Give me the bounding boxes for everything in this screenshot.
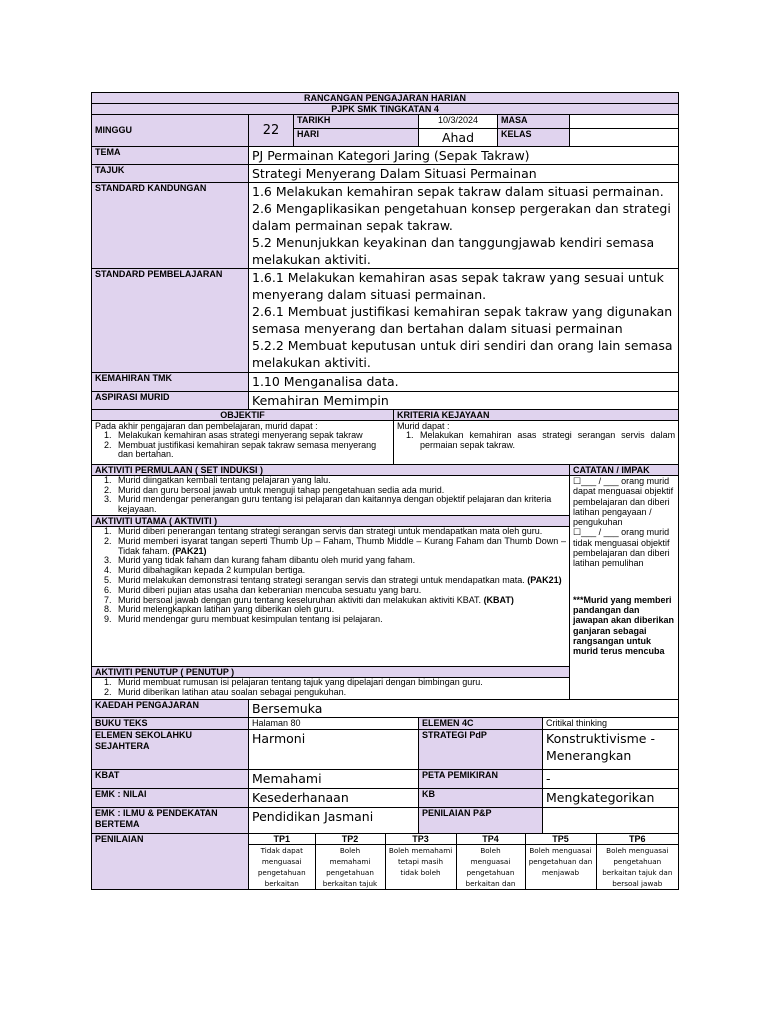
elemen-sekolah-value: Harmoni (249, 730, 419, 770)
catatan-note: ***Murid yang memberi pandangan dan jawapan akan diberikan ganjaran sebagai rangsangan untuk murid terus mencuba (573, 594, 675, 657)
plan-subtitle: PJPK SMK TINGKATAN 4 (92, 104, 679, 115)
emk-nilai-label: EMK : NILAI (92, 789, 249, 808)
tp4-desc: Boleh menguasai pengetahuan berkaitan dan (456, 845, 525, 890)
tp6-header: TP6 (596, 834, 678, 845)
hari-label: HARI (294, 129, 419, 147)
kriteria-label: KRITERIA KEJAYAAN (394, 410, 679, 421)
peta-pemikiran-label: PETA PEMIKIRAN (419, 770, 543, 789)
penilaian-pnp-value (543, 808, 679, 834)
standard-pembelajaran-label: STANDARD PEMBELAJARAN (92, 269, 249, 373)
tp2-header: TP2 (315, 834, 385, 845)
objektif-item: 2. Membuat justifikasi kemahiran sepak takraw semasa menyerang dan bertahan. (114, 441, 390, 460)
tp3-header: TP3 (385, 834, 456, 845)
kelas-value (570, 129, 679, 147)
kriteria-content (394, 421, 679, 465)
strategi-pdp-value: Konstruktivisme - Menerangkan (543, 730, 679, 770)
minggu-value: 22 (249, 115, 294, 147)
kemahiran-tmk-value: 1.10 Menganalisa data. (249, 373, 679, 392)
elemen-4c-label: ELEMEN 4C (419, 718, 543, 730)
sp-line: 5.2.2 Membuat keputusan untuk diri sendiri dan orang lain semasa melakukan aktiviti. (252, 338, 673, 370)
utama-item: 3. Murid yang tidak faham dan kurang faham dibantu oleh murid yang faham. (114, 556, 566, 566)
penilaian-label: PENILAIAN (92, 834, 249, 890)
buku-teks-value: Halaman 80 (249, 718, 419, 730)
tajuk-value: Strategi Menyerang Dalam Situasi Permainan (249, 165, 679, 183)
tema-label: TEMA (92, 147, 249, 165)
minggu-label: MINGGU (92, 115, 249, 147)
elemen-4c-value: Critikal thinking (543, 718, 679, 730)
tarikh-value: 10/3/2024 (419, 115, 498, 129)
aspirasi-murid-value: Kemahiran Memimpin (249, 392, 679, 410)
emk-ilmu-label: EMK : ILMU & PENDEKATAN BERTEMA (92, 808, 249, 834)
tema-value: PJ Permainan Kategori Jaring (Sepak Takraw) (249, 147, 679, 165)
strategi-pdp-label: STRATEGI PdP (419, 730, 543, 770)
kemahiran-tmk-label: KEMAHIRAN TMK (92, 373, 249, 392)
utama-item: 8. Murid melengkapkan latihan yang diberikan oleh guru. (114, 605, 566, 615)
elemen-sekolah-label: ELEMEN SEKOLAHKU SEJAHTERA (92, 730, 249, 770)
tp5-desc: Boleh menguasai pengetahuan dan menjawab (525, 845, 596, 890)
permulaan-item: 1. Murid diingatkan kembali tentang pelajaran yang lalu. (114, 476, 566, 486)
aktiviti-utama-label: AKTIVITI UTAMA ( AKTIVITI ) (92, 516, 570, 527)
pak21-tag: (PAK21) (172, 545, 207, 556)
permulaan-item: 2. Murid dan guru bersoal jawab untuk menguji tahap pengetahuan sedia ada murid. (114, 486, 566, 496)
permulaan-item: 3. Murid mendengar penerangan guru tentang isi pelajaran dan kaitannya dengan objektif pelajaran dan kriteria kejayaan. (114, 495, 566, 514)
aktiviti-penutup-content (92, 678, 570, 700)
catatan-content (570, 476, 679, 700)
tp4-header: TP4 (456, 834, 525, 845)
emk-nilai-value: Kesederhanaan (249, 789, 419, 808)
kbat-tag: (KBAT) (483, 594, 514, 605)
penutup-item: 1. Murid membuat rumusan isi pelajaran tentang tajuk yang dipelajari dengan bimbingan guru. (114, 678, 566, 688)
tp6-desc: Boleh menguasai pengetahuan berkaitan tajuk dan bersoal jawab (602, 846, 673, 888)
utama-item: 1. Murid diberi penerangan tentang strategi serangan servis dan strategi untuk mendapatkan mata oleh guru. (114, 527, 566, 537)
objektif-item: 1. Melakukan kemahiran asas strategi menyerang sepak takraw (114, 431, 390, 441)
emk-ilmu-value: Pendidikan Jasmani (249, 808, 419, 834)
tp3-desc: Boleh memahami tetapi masih tidak boleh (385, 845, 456, 890)
kaedah-value: Bersemuka (249, 700, 679, 718)
plan-title: RANCANGAN PENGAJARAN HARIAN (92, 93, 679, 104)
tarikh-label: TARIKH (294, 115, 419, 129)
objektif-content (92, 421, 394, 465)
catatan-line: ☐___ / ___ orang murid dapat menguasai objektif pembelajaran dan diberi latihan pengayaan / pengukuhan (573, 476, 674, 528)
buku-teks-label: BUKU TEKS (92, 718, 249, 730)
hari-value: Ahad (419, 129, 498, 147)
kriteria-intro: Murid dapat : (397, 421, 450, 431)
kbat-value: Memahami (249, 770, 419, 789)
kbat-label: KBAT (92, 770, 249, 789)
sk-line: 1.6 Melakukan kemahiran sepak takraw dalam situasi permainan. (252, 184, 664, 199)
catatan-label: CATATAN / IMPAK (570, 465, 679, 476)
lesson-plan-sheet (91, 92, 678, 890)
sp-line: 2.6.1 Membuat justifikasi kemahiran sepak takraw yang digunakan semasa menyerang dan bertahan dalam situasi permainan (252, 304, 673, 336)
objektif-intro: Pada akhir pengajaran dan pembelajaran, murid dapat : (95, 421, 318, 431)
aspirasi-murid-label: ASPIRASI MURID (92, 392, 249, 410)
catatan-line: ☐___ / ___ orang murid tidak menguasai objektif pembelajaran dan diberi latihan pemulihan (573, 527, 670, 569)
objektif-label: OBJEKTIF (92, 410, 394, 421)
penilaian-pnp-label: PENILAIAN P&P (419, 808, 543, 834)
utama-item: 5. Murid melakukan demonstrasi tentang strategi serangan servis dan strategi untuk mendapatkan mata. (PAK21) (114, 576, 566, 586)
tp5-header: TP5 (525, 834, 596, 845)
utama-item: 4. Murid dibahagikan kepada 2 kumpulan bertiga. (114, 566, 566, 576)
tp1-header: TP1 (249, 834, 315, 845)
utama-item: 9. Murid mendengar guru membuat kesimpulan tentang isi pelajaran. (114, 615, 566, 625)
sp-line: 1.6.1 Melakukan kemahiran asas sepak takraw yang sesuai untuk menyerang dalam situasi permainan. (252, 270, 664, 302)
kb-value: Mengkategorikan (543, 789, 679, 808)
aktiviti-permulaan-content (92, 476, 570, 516)
masa-value (570, 115, 679, 129)
tp2-desc: Boleh memahami pengetahuan berkaitan tajuk (315, 845, 385, 890)
aktiviti-utama-content (92, 527, 570, 667)
peta-pemikiran-value: - (543, 770, 679, 789)
utama-item: 6. Murid diberi pujian atas usaha dan keberanian mencuba sesuatu yang baru. (114, 586, 566, 596)
tp-table (249, 834, 678, 889)
sk-line: 5.2 Menunjukkan keyakinan dan tanggungjawab kendiri semasa melakukan aktiviti. (252, 235, 655, 267)
lesson-plan-table (91, 92, 679, 890)
standard-kandungan-value (249, 183, 679, 269)
masa-label: MASA (498, 115, 570, 129)
penutup-item: 2. Murid diberikan latihan atau soalan sebagai pengukuhan. (114, 688, 566, 698)
aktiviti-penutup-label: AKTIVITI PENUTUP ( PENUTUP ) (92, 667, 570, 678)
kb-label: KB (419, 789, 543, 808)
aktiviti-permulaan-label: AKTIVITI PERMULAAN ( SET INDUKSI ) (92, 465, 570, 476)
standard-pembelajaran-value (249, 269, 679, 373)
kelas-label: KELAS (498, 129, 570, 147)
kriteria-item: 1. Melakukan kemahiran asas strategi serangan servis dalam permaian sepak takraw. (416, 431, 675, 450)
tp1-desc: Tidak dapat menguasai pengetahuan berkaitan (249, 845, 315, 890)
utama-item: 7. Murid bersoal jawab dengan guru tentang keseluruhan aktiviti dan melakukan aktiviti KBAT. (KBAT) (114, 596, 566, 606)
penilaian-grid (249, 834, 679, 890)
sk-line: 2.6 Mengaplikasikan pengetahuan konsep pergerakan dan strategi dalam permainan sepak takraw. (252, 201, 671, 233)
tajuk-label: TAJUK (92, 165, 249, 183)
standard-kandungan-label: STANDARD KANDUNGAN (92, 183, 249, 269)
pak21-tag: (PAK21) (527, 574, 562, 585)
utama-item: 2. Murid memberi isyarat tangan seperti Thumb Up – Faham, Thumb Middle – Kurang Faham dan Thumb Down – Tidak faham. (PAK21) (114, 537, 566, 557)
kaedah-label: KAEDAH PENGAJARAN (92, 700, 249, 718)
